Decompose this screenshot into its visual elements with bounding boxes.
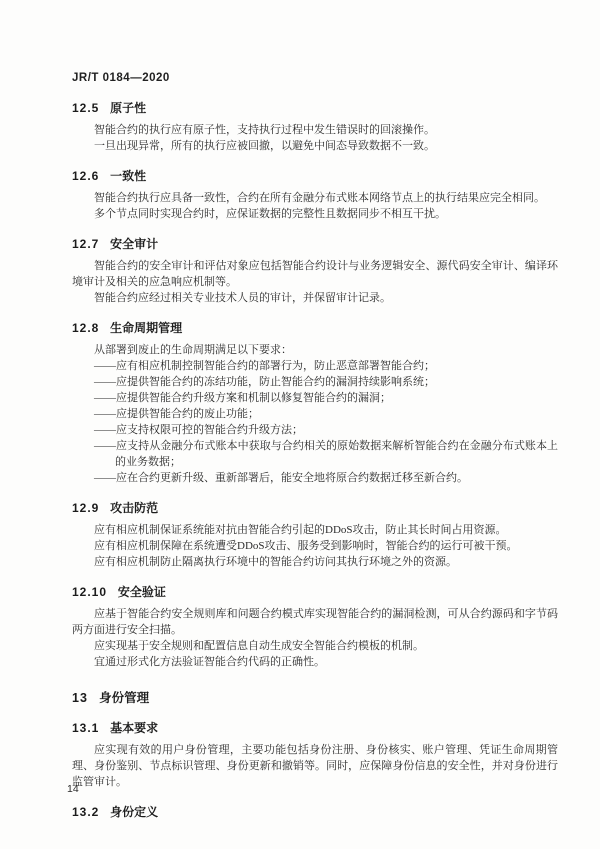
list-item: ——应支持从金融分布式账本中获取与合约相关的原始数据来解析智能合约在金融分布式账本上的业务数据； (94, 440, 558, 468)
clause-number: 12.5 (72, 101, 100, 115)
paragraph: 应实现基于安全规则和配置信息自动生成安全智能合约模板的机制。 (94, 640, 424, 652)
clause-heading (72, 100, 558, 116)
paragraph: 应有相应机制保证系统能对抗由智能合约引起的DDoS攻击，防止其长时间占用资源。 (94, 524, 507, 536)
clause-number: 12.9 (72, 501, 100, 515)
clause-heading (72, 236, 558, 252)
list-item: ——应提供智能合约的冻结功能，防止智能合约的漏洞持续影响系统； (94, 376, 435, 388)
paragraph: 应有相应机制防止隔离执行环境中的智能合约访问其执行环境之外的资源。 (94, 556, 457, 568)
clause-title: 身份管理 (99, 691, 150, 705)
paragraph: 宜通过形式化方法验证智能合约代码的正确性。 (94, 656, 325, 668)
list-item: ——应提供智能合约的废止功能； (94, 408, 259, 420)
clause-title: 攻击防范 (110, 501, 159, 515)
clause-number: 12.6 (72, 169, 100, 183)
clause-title: 原子性 (110, 101, 147, 115)
clause-heading (72, 168, 558, 184)
clause-number: 13.2 (72, 805, 100, 819)
paragraph: 一旦出现异常，所有的执行应被回撤，以避免中间态导致数据不一致。 (94, 140, 435, 152)
clause-title: 安全审计 (110, 237, 159, 251)
paragraph: 智能合约的安全审计和评估对象应包括智能合约设计与业务逻辑安全、源代码安全审计、编译环境审计及相关的应急响应机制等。 (72, 260, 558, 288)
paragraph: 应有相应机制保障在系统遭受DDoS攻击、服务受到影响时，智能合约的运行可被干预。 (94, 540, 518, 552)
clause-title: 身份定义 (110, 805, 159, 819)
paragraph: 智能合约执行应具备一致性，合约在所有金融分布式账本网络节点上的执行结果应完全相同。 (94, 192, 545, 204)
clause-number: 12.7 (72, 237, 100, 251)
clause-number: 12.8 (72, 321, 100, 335)
clause-title: 一致性 (110, 169, 147, 183)
standard-number-header: JR/T 0184—2020 (72, 72, 170, 84)
list-item: ——应有相应机制控制智能合约的部署行为，防止恶意部署智能合约； (94, 360, 435, 372)
clause-heading (72, 720, 558, 736)
clause-heading (72, 500, 558, 516)
clause-number: 13.1 (72, 721, 100, 735)
clause-heading (72, 584, 558, 600)
list-item: ——应支持权限可控的智能合约升级方法； (94, 424, 303, 436)
clause-heading (72, 320, 558, 336)
list-item: ——应在合约更新升级、重新部署后，能安全地将原合约数据迁移至新合约。 (94, 472, 468, 484)
clause-number: 12.10 (72, 585, 108, 599)
clause-title: 安全验证 (117, 585, 166, 599)
clause-number: 13 (72, 691, 88, 705)
page-number: 14 (67, 783, 79, 795)
clause-title: 生命周期管理 (110, 321, 183, 335)
list-item: ——应提供智能合约升级方案和机制以修复智能合约的漏洞； (94, 392, 391, 404)
paragraph: 应实现有效的用户身份管理，主要功能包括身份注册、身份核实、账户管理、凭证生命周期管理、身份鉴别、节点标识管理、身份更新和撤销等。同时，应保障身份信息的安全性，并对身份进行监管审计。 (72, 744, 558, 788)
document-body (72, 100, 558, 820)
chapter-heading (72, 690, 558, 706)
paragraph: 应基于智能合约安全规则库和问题合约模式库实现智能合约的漏洞检测，可从合约源码和字节码两方面进行安全扫描。 (72, 608, 558, 636)
paragraph: 从部署到废止的生命周期满足以下要求： (94, 344, 292, 356)
paragraph: 智能合约应经过相关专业技术人员的审计，并保留审计记录。 (94, 292, 391, 304)
clause-title: 基本要求 (110, 721, 159, 735)
clause-heading (72, 804, 558, 820)
paragraph: 智能合约的执行应有原子性，支持执行过程中发生错误时的回滚操作。 (94, 124, 435, 136)
paragraph: 多个节点同时实现合约时，应保证数据的完整性且数据同步不相互干扰。 (94, 208, 446, 220)
